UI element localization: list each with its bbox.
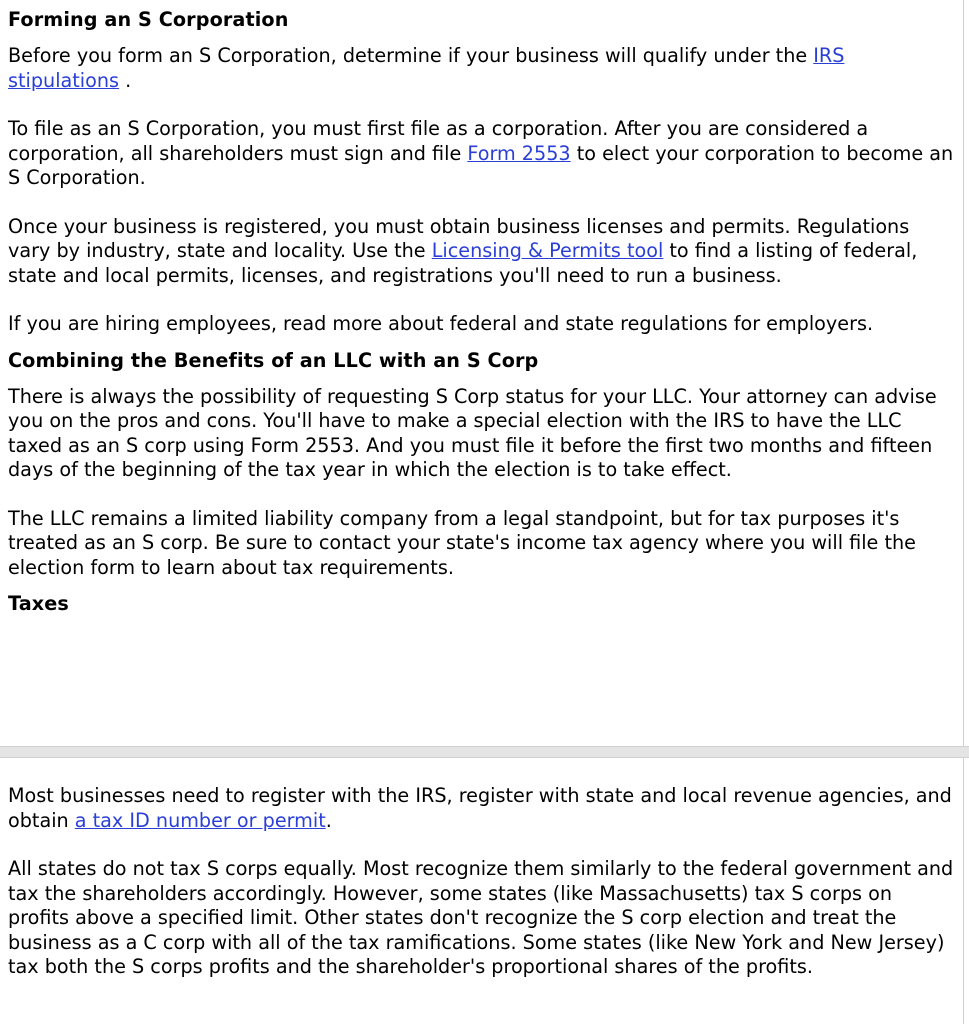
paragraph-llc-remains: The LLC remains a limited liability company from a legal standpoint, but for tax purposes it's treated as an S corp. Be sure to contact your state's income tax agency where you will file the election form to learn about tax requirements. xyxy=(8,506,916,579)
tax-id-number-link[interactable]: a tax ID number or permit xyxy=(74,808,326,832)
irs-stipulations-link[interactable]: IRS stipulations xyxy=(8,44,845,92)
paragraph-text: . xyxy=(325,808,332,832)
paragraph-text: Once your business is registered, you must obtain business licenses and permits. Regulations vary by industry, state and locality. Use the xyxy=(8,214,910,262)
heading-forming-s-corporation: Forming an S Corporation xyxy=(8,8,289,31)
article-panel-bottom xyxy=(0,758,964,1024)
section-divider xyxy=(0,746,969,758)
article-content-bottom xyxy=(0,758,956,980)
paragraph-hiring-employees: If you are hiring employees, read more about federal and state regulations for employers. xyxy=(8,312,874,335)
paragraph-text: . xyxy=(119,68,132,92)
paragraph-text: Before you form an S Corporation, determine if your business will qualify under the xyxy=(8,44,814,67)
paragraph-text: To file as an S Corporation, you must first file as a corporation. After you are considered a corporation, all shareholders must sign and file xyxy=(8,117,869,165)
form-2553-link[interactable]: Form 2553 xyxy=(467,141,571,165)
paragraph-irs-stipulations xyxy=(8,44,956,93)
paragraph-text: Most businesses need to register with the IRS, register with state and local revenue agencies, and obtain xyxy=(8,784,952,832)
paragraph-s-corp-status: There is always the possibility of requesting S Corp status for your LLC. Your attorney can advise you on the pros and cons. You'll have to make a special election with the IRS to have the LLC taxed as an S corp using Form 2553. And you must file it before the first two months and fifteen days of the beginning of the tax year in which the election is to take effect. xyxy=(8,384,937,481)
paragraph-states-tax: All states do not tax S corps equally. Most recognize them similarly to the federal government and tax the shareholders accordingly. However, some states (like Massachusetts) tax S corps on profits above a specified limit. Other states don't recognize the S corp election and treat the business as a C corp with all of the tax ramifications. Some states (like New York and New Jersey) tax both the S corps profits and the shareholder's proportional shares of the profits. xyxy=(8,857,954,978)
paragraph-licenses-permits xyxy=(8,215,956,289)
paragraph-register-irs xyxy=(8,784,956,833)
heading-taxes: Taxes xyxy=(8,592,69,615)
heading-llc-s-corp: Combining the Benefits of an LLC with an S Corp xyxy=(8,348,539,372)
paragraph-text: to find a listing of federal, state and local permits, licenses, and registrations you'll need to run a business. xyxy=(8,239,918,287)
licensing-permits-tool-link[interactable]: Licensing & Permits tool xyxy=(431,239,664,262)
paragraph-form-2553 xyxy=(8,117,956,191)
paragraph-text: to elect your corporation to become an S Corporation. xyxy=(8,141,954,189)
